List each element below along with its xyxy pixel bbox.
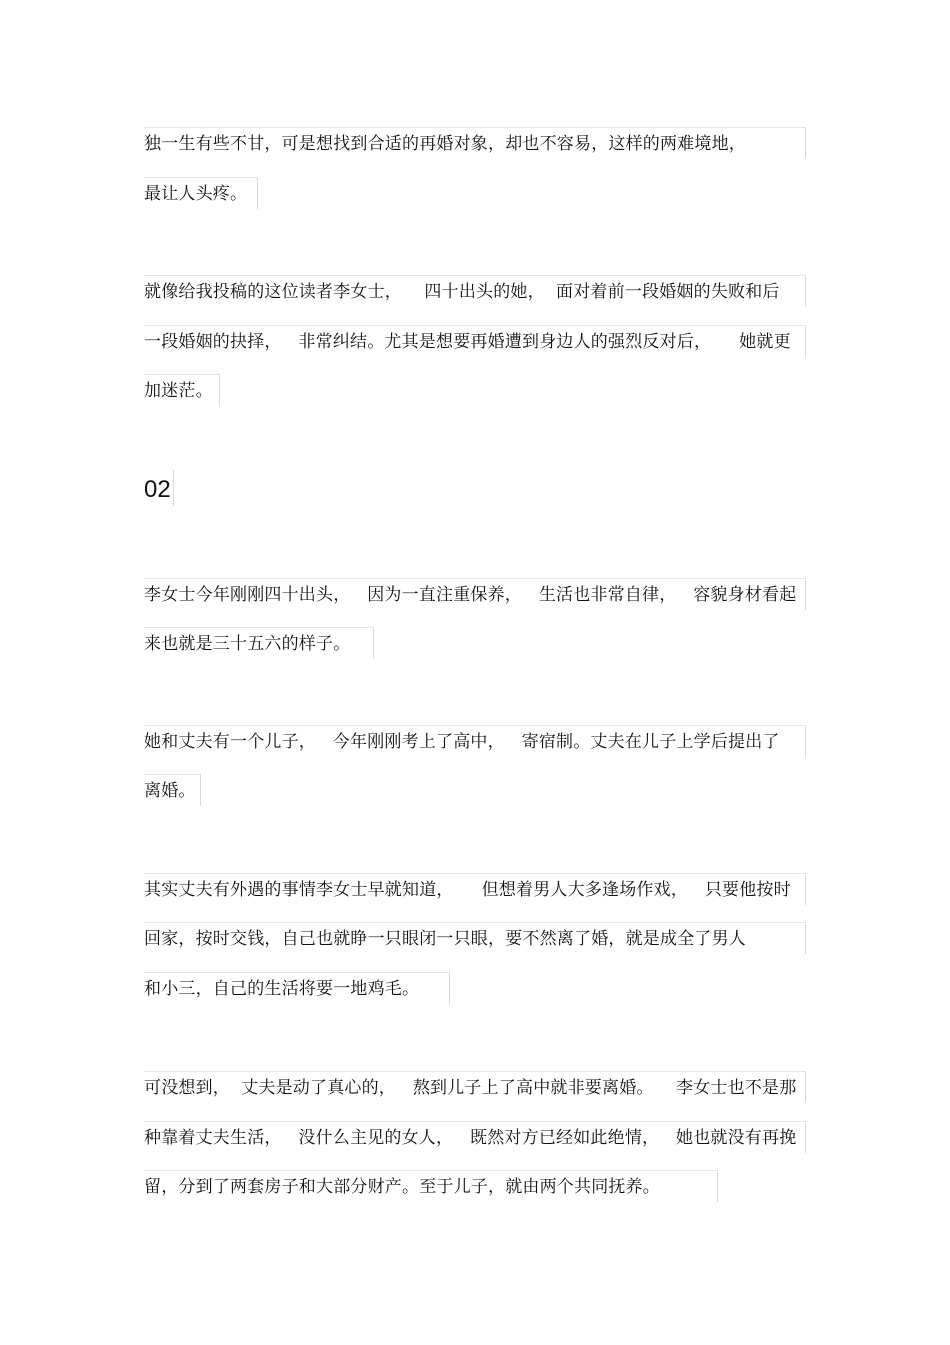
- text-line: 回家，按时交钱，自己也就睁一只眼闭一只眼，要不然离了婚，就是成全了男人: [144, 922, 806, 954]
- text-line: 离婚。: [144, 774, 201, 806]
- text-line: 加迷茫。: [144, 374, 220, 406]
- text-line: 可没想到， 丈夫是动了真心的， 熬到儿子上了高中就非要离婚。 李女士也不是那: [144, 1071, 806, 1103]
- section-heading: 02: [144, 470, 174, 506]
- text-line: 一段婚姻的抉择， 非常纠结。尤其是想要再婚遭到身边人的强烈反对后， 她就更: [144, 325, 806, 357]
- text-line: 来也就是三十五六的样子。: [144, 627, 374, 659]
- text-line: 独一生有些不甘，可是想找到合适的再婚对象，却也不容易，这样的两难境地，: [144, 127, 806, 159]
- text-line: 就像给我投稿的这位读者李女士， 四十出头的她， 面对着前一段婚姻的失败和后: [144, 275, 806, 307]
- text-line: 她和丈夫有一个儿子， 今年刚刚考上了高中， 寄宿制。丈夫在儿子上学后提出了: [144, 725, 806, 757]
- text-line: 最让人头疼。: [144, 177, 258, 209]
- text-line: 和小三，自己的生活将要一地鸡毛。: [144, 972, 450, 1004]
- text-line: 其实丈夫有外遇的事情李女士早就知道， 但想着男人大多逢场作戏， 只要他按时: [144, 873, 806, 905]
- text-line: 留，分到了两套房子和大部分财产。至于儿子，就由两个共同抚养。: [144, 1170, 718, 1202]
- text-line: 种靠着丈夫生活， 没什么主见的女人， 既然对方已经如此绝情， 她也就没有再挽: [144, 1121, 806, 1153]
- text-line: 李女士今年刚刚四十出头， 因为一直注重保养， 生活也非常自律， 容貌身材看起: [144, 578, 806, 610]
